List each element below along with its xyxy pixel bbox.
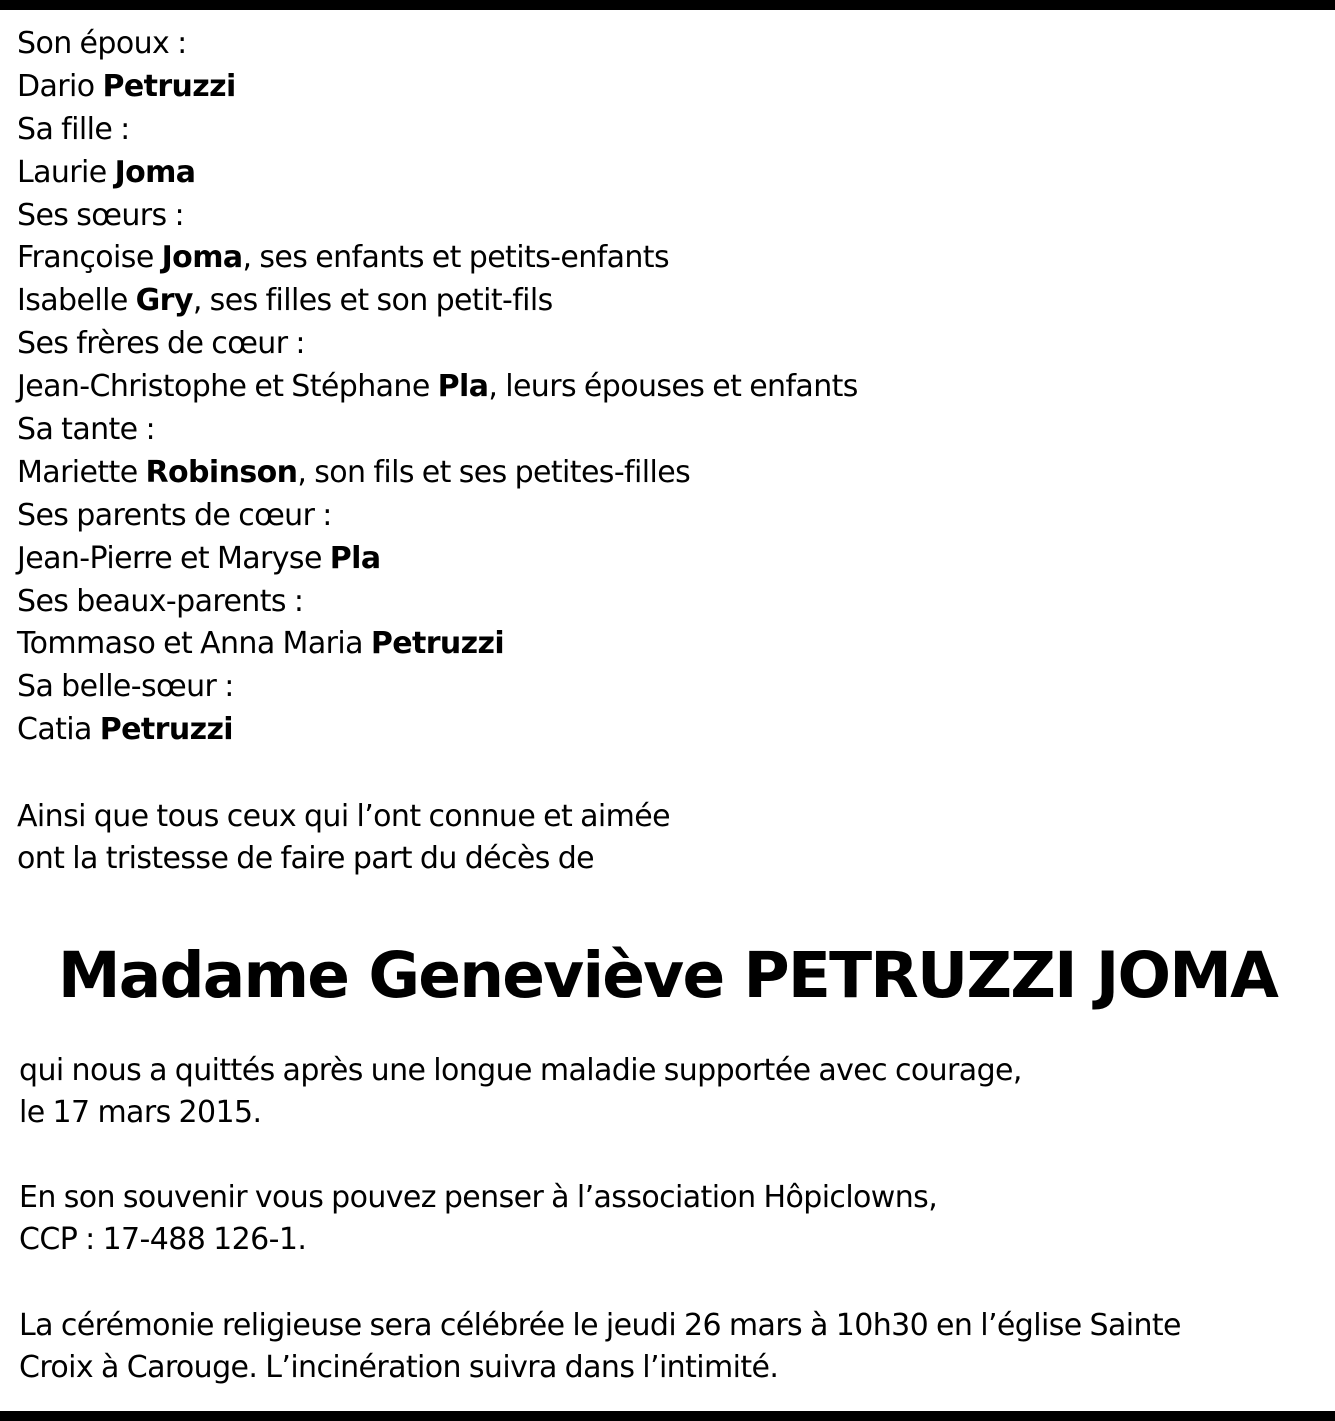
paragraph-line: Croix à Carouge. L’incinération suivra dans l’intimité. [19, 1350, 779, 1385]
family-line: Son époux : [17, 26, 187, 61]
paragraph-line: qui nous a quittés après une longue maladie supportée avec courage, [19, 1053, 1022, 1088]
family-line: Sa belle-sœur : [17, 669, 234, 705]
family-list [17, 23, 858, 752]
family-line: Ses beaux-parents : [17, 583, 304, 619]
paragraph-line: CCP : 17-488 126-1. [19, 1222, 307, 1257]
family-line: Françoise Joma, ses enfants et petits-enfants [17, 240, 669, 276]
family-line: Catia Petruzzi [17, 712, 233, 748]
family-line: Jean-Pierre et Maryse Pla [17, 540, 381, 576]
family-line: Ses parents de cœur : [17, 497, 332, 533]
top-border-rule [0, 0, 1335, 10]
family-line: Laurie Joma [17, 154, 196, 190]
intro-line: Ainsi que tous ceux qui l’ont connue et aimée [17, 799, 670, 834]
family-line: Ses sœurs : [17, 197, 185, 233]
intro-line: ont la tristesse de faire part du décès de [17, 841, 595, 876]
family-line: Mariette Robinson, son fils et ses petites-filles [17, 454, 691, 490]
family-line: Isabelle Gry, ses filles et son petit-fils [17, 283, 553, 319]
family-line: Sa fille : [17, 111, 130, 147]
family-line: Jean-Christophe et Stéphane Pla, leurs épouses et enfants [17, 369, 858, 405]
paragraph-line: La cérémonie religieuse sera célébrée le jeudi 26 mars à 10h30 en l’église Sainte [19, 1308, 1181, 1343]
family-line: Ses frères de cœur : [17, 326, 305, 362]
announcement-intro [17, 796, 670, 880]
bottom-border-rule [0, 1411, 1335, 1421]
ceremony-paragraph [19, 1305, 1181, 1389]
family-line: Sa tante : [17, 412, 155, 448]
family-line: Dario Petruzzi [17, 68, 236, 104]
family-line: Tommaso et Anna Maria Petruzzi [17, 626, 505, 662]
deceased-name-heading: Madame Geneviève PETRUZZI JOMA [57, 939, 1278, 1012]
passing-paragraph [19, 1050, 1022, 1134]
donation-paragraph [19, 1177, 937, 1261]
paragraph-line: En son souvenir vous pouvez penser à l’association Hôpiclowns, [19, 1180, 938, 1215]
paragraph-line: le 17 mars 2015. [19, 1095, 262, 1130]
